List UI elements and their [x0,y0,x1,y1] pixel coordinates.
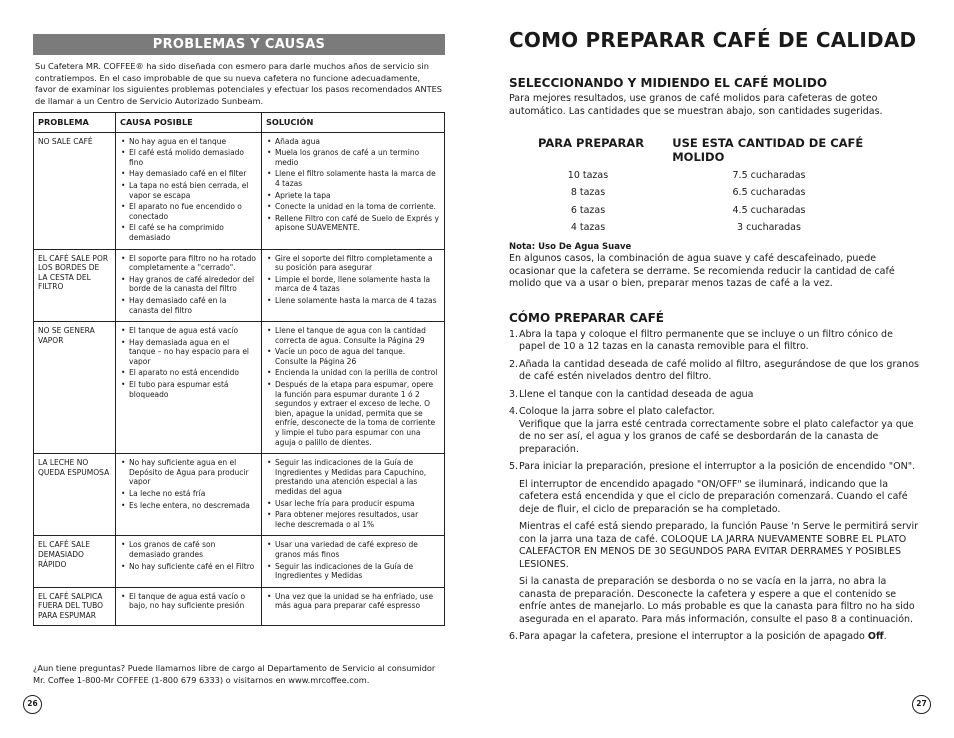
table-row [34,536,445,587]
step-detail: Si la canasta de preparación se desborda o no se vacía en la jarra, no abra la canasta de preparación. Desconecte la cafetera y espere a que el contenido se enfríe antes de manejarlo. Lo más probable es que la canasta para filtro no ha sido asegurada en el aparato. Para más información, consulte el paso 8 a continuación. [519,576,915,625]
cause-item: • El café se ha comprimido demasiado [120,223,257,242]
problem-cell: LA LECHE NO QUEDA ESPUMOSA [34,454,116,536]
step-tail: . [883,631,887,643]
solution-item: • Vacíe un poco de agua del tanque. Consulte la Página 26 [266,347,440,366]
solution-cell [262,322,445,454]
step-number: 6. [509,631,519,643]
cause-cell [116,536,262,587]
solution-item: • Llene el tanque de agua con la cantidad correcta de agua. Consulte la Página 29 [266,326,440,345]
cause-item: • No hay suficiente café en el Filtro [120,562,257,572]
table-row [34,132,445,249]
measure-row [538,219,918,236]
cause-item: • Hay demasiado café en la canasta del filtro [120,296,257,315]
cause-item: • El aparato no fue encendido o conectado [120,202,257,221]
section-text-measure: Para mejores resultados, use granos de café molidos para cafeteras de goteo automático. Las cantidades que se muestran abajo, son cantidades sugeridas. [509,93,883,117]
solution-cell [262,454,445,536]
note-text: En algunos casos, la combinación de agua suave y café descafeinado, puede ocasionar que la cafetera se derrame. Se recomienda reducir la cantidad de café molido que va a usar o bien, preparar menos tazas de café a la vez. [509,253,895,290]
solution-item: • Llene el filtro solamente hasta la marca de 4 tazas [266,169,440,188]
measure-cups: 6 tazas [570,204,606,216]
solution-item: • Añada agua [266,137,440,147]
left-page-header [33,34,445,107]
solution-item: • Usar leche fría para producir espuma [266,499,440,509]
measure-row [538,202,918,219]
brew-step [509,389,921,402]
right-page [509,28,921,649]
solution-item: • Seguir las indicaciones de la Guía de Ingredientes y Medidas para Capuchino, prestando una atención especial a las medidas del agua [266,458,440,496]
solution-item: • Apriete la tapa [266,191,440,201]
problem-cell: EL CAFÉ SALE POR LOS BORDES DE LA CESTA DEL FILTRO [34,249,116,322]
measure-row [538,184,918,201]
page-title: COMO PREPARAR CAFÉ DE CALIDAD [509,28,917,52]
cause-cell [116,249,262,322]
brew-step [509,631,921,644]
troubleshooting-table [33,112,445,626]
cause-item: • El soporte para filtro no ha rotado completamente a "cerrado". [120,254,257,273]
section-title-bar: PROBLEMAS Y CAUSAS [33,34,445,55]
header-cause: CAUSA POSIBLE [116,113,262,133]
cause-item: • El tanque de agua está vacío o bajo, no hay suficiente presión [120,592,257,611]
solution-item: • Gire el soporte del filtro completamente a su posición para asegurar [266,254,440,273]
solution-cell [262,536,445,587]
step-detail: El interruptor de encendido apagado "ON/OFF" se iluminará, indicando que la cafetera está encendida y que el ciclo de preparación comenzará. Cuando el café deje de fluir, el ciclo de preparación se ha completado. [519,478,908,515]
solution-item: • Seguir las indicaciones de la Guía de Ingredientes y Medidas [266,562,440,581]
solution-item: • Para obtener mejores resultados, usar leche descremada o al 1% [266,510,440,529]
brew-step [509,359,921,384]
troubleshooting-table-body [34,132,445,625]
cause-item: • La leche no está fría [120,489,257,499]
step-bold-word: Off [867,631,884,643]
cause-cell [116,587,262,625]
step-text: Abra la tapa y coloque el filtro permanente que se incluye o un filtro cónico de papel de 10 a 12 tazas en la canasta removible para el filtro. [519,328,893,353]
cause-item: • No hay suficiente agua en el Depósito de Agua para producir vapor [120,458,257,487]
measure-header-amount: USE ESTA CANTIDAD DE CAFÉ MOLIDO [672,136,864,164]
cause-cell [116,454,262,536]
measure-amount: 6.5 cucharadas [732,187,806,199]
cause-item: • Los granos de café son demasiado grandes [120,540,257,559]
intro-paragraph: Su Cafetera MR. COFFEE® ha sido diseñada con esmero para darle muchos años de servicio sin contratiempos. En el caso improbable de que su nueva cafetera no funcione adecuadamente, favor de examinar los siguientes problemas potenciales y efectuar los pasos recomendados ANTES de llamar a un Centro de Servicio Autorizado Sunbeam. [35,61,442,106]
section-heading-brew: CÓMO PREPARAR CAFÉ [509,310,664,325]
measure-cups: 4 tazas [570,221,606,233]
step-number: 3. [509,388,519,400]
solution-item: • Rellene Filtro con café de Suelo de Exprés y apisone SUAVEMENTE. [266,214,440,233]
cause-item: • Hay granos de café alrededor del borde de la canasta del filtro [120,275,257,294]
measurement-table [538,136,918,236]
measure-cups: 10 tazas [567,170,609,181]
note-title: Nota: Uso De Agua Suave [509,242,632,253]
brew-step [509,461,921,626]
table-row [34,454,445,536]
solution-cell [262,132,445,249]
cause-item: • Es leche entera, no descremada [120,501,257,511]
solution-item: • Usar una variedad de café expreso de granos más finos [266,540,440,559]
table-row [34,587,445,625]
measure-header-cups: PARA PREPARAR [538,136,645,150]
brew-step [509,406,921,456]
cause-item: • El café está molido demasiado fino [120,148,257,167]
solution-item: • Conecte la unidad en la toma de corriente. [266,202,440,212]
solution-item: • Limpie el borde, llene solamente hasta la marca de 4 tazas [266,275,440,294]
cause-item: • La tapa no está bien cerrada, el vapor se escapa [120,181,257,200]
solution-cell [262,587,445,625]
page-number-right: 27 [912,695,931,714]
header-solution: SOLUCIÓN [262,113,445,133]
step-number: 4. [509,406,519,418]
table-row [34,322,445,454]
measure-amount: 3 cucharadas [737,221,801,233]
page-number-left: 26 [23,695,42,714]
step-number: 5. [509,461,519,473]
measure-row [538,167,918,184]
measure-amount: 7.5 cucharadas [732,170,806,181]
problem-cell: NO SE GENERA VAPOR [34,322,116,454]
problem-cell: EL CAFÉ SALE DEMASIADO RÁPIDO [34,536,116,587]
step-text: Coloque la jarra sobre el plato calefactor. [519,406,715,418]
step-detail: Verifique que la jarra esté centrada correctamente sobre el plato calefactor ya que de no ser así, el agua y los granos de café se desbordarán de la canasta de preparación. [519,418,914,455]
solution-item: • Llene solamente hasta la marca de 4 tazas [266,296,440,306]
cause-cell [116,132,262,249]
brew-step [509,329,921,354]
step-text: Llene el tanque con la cantidad deseada de agua [519,388,754,400]
step-text: Añada la cantidad deseada de café molido al filtro, asegurándose de que los granos de café estén nivelados dentro del filtro. [519,358,919,383]
solution-item: • Muela los granos de café a un termino medio [266,148,440,167]
cause-item: • El tanque de agua está vacío [120,326,257,336]
solution-item: • Una vez que la unidad se ha enfriado, use más agua para preparar café espresso [266,592,440,611]
measure-cups: 8 tazas [570,187,606,199]
cause-item: • No hay agua en el tanque [120,137,257,147]
step-number: 1. [509,328,519,340]
header-problem: PROBLEMA [34,113,116,133]
step-number: 2. [509,358,519,370]
step-text: Para iniciar la preparación, presione el interruptor a la posición de encendido "ON". [519,461,916,473]
contact-footer: ¿Aun tiene preguntas? Puede llamarnos libre de cargo al Departamento de Servicio al consumidor Mr. Coffee 1-800-Mr COFFEE (1-800 679 6333) o visitarnos en www.mrcoffee.com. [33,663,436,685]
table-row [34,249,445,322]
step-text: Para apagar la cafetera, presione el interruptor a la posición de apagado [519,631,865,643]
measure-amount: 4.5 cucharadas [732,204,806,216]
cause-item: • Hay demasiado café en el filter [120,169,257,179]
cause-item: • El tubo para espumar está bloqueado [120,380,257,399]
cause-item: • Hay demasiada agua en el tanque – no hay espacio para el vapor [120,338,257,367]
step-detail: Mientras el café está siendo preparado, la función Pause 'n Serve le permitirá servir con la jarra una taza de café. COLOQUE LA JARRA NUEVAMENTE SOBRE EL PLATO CALEFACTOR EN MENOS DE 30 SEGUNDOS PARA EVITAR DERRAMES Y POSIBLES LESIONES. [519,521,919,570]
solution-item: • Encienda la unidad con la perilla de control [266,368,440,378]
cause-item: • El aparato no está encendido [120,368,257,378]
solution-item: • Después de la etapa para espumar, opere la función para espumar durante 1 ó 2 segundos y extraer el exceso de leche. O bien, apague la unidad, permita que se enfríe, desconecte de la toma de corriente y limpie el tubo para espumar con una aguja o palillo de dientes. [266,380,440,447]
brew-steps-list [509,329,921,644]
problem-cell: EL CAFÉ SALPICA FUERA DEL TUBO PARA ESPUMAR [34,587,116,625]
problem-cell: NO SALE CAFÉ [34,132,116,249]
cause-cell [116,322,262,454]
solution-cell [262,249,445,322]
section-heading-measure: SELECCIONANDO Y MIDIENDO EL CAFÉ MOLIDO [509,76,828,90]
